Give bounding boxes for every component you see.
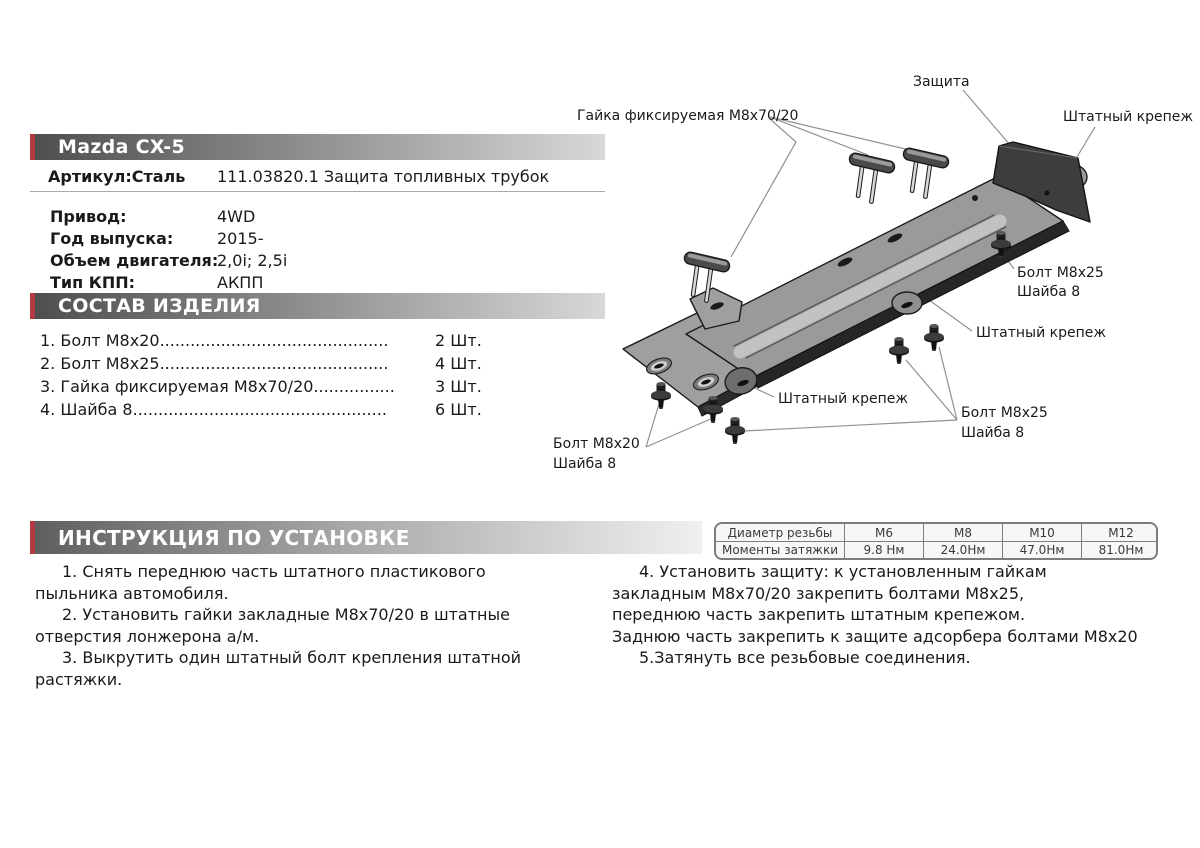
callout-bolt-m8x25: Болт М8х25 <box>1017 265 1104 281</box>
divider <box>30 191 605 192</box>
table-cell: Диаметр резьбы <box>727 525 833 540</box>
article-label: Артикул:Сталь <box>48 167 186 186</box>
mount-tab <box>892 292 922 314</box>
instructions-section-header <box>30 521 702 554</box>
callout-bolt-m8x25: Болт М8х25 <box>961 405 1048 421</box>
fixing-nut-icon <box>848 152 896 204</box>
instruction-line: растяжки. <box>35 669 123 689</box>
table-cell: М8 <box>923 524 1002 541</box>
callout-washer-8: Шайба 8 <box>553 456 617 472</box>
bolt-icon <box>889 337 909 364</box>
instruction-line: 1. Снять переднюю часть штатного пластикового <box>62 562 486 581</box>
spec-value: АКПП <box>217 273 264 292</box>
bolt-icon <box>725 417 745 444</box>
composition-title: СОСТАВ ИЗДЕЛИЯ <box>58 295 261 317</box>
table-cell: 9.8 Нм <box>844 541 923 558</box>
parts-item-qty: 2 Шт. <box>435 331 482 350</box>
spec-value: 4WD <box>217 207 256 226</box>
parts-item-qty: 4 Шт. <box>435 354 482 373</box>
spec-label: Объем двигателя: <box>50 251 219 270</box>
composition-section-header <box>30 293 605 319</box>
table-cell: Моменты затяжки <box>716 541 844 558</box>
article-value: 111.03820.1 Защита топливных трубок <box>217 167 550 186</box>
instruction-line: отверстия лонжерона а/м. <box>35 626 260 646</box>
callout-washer-8: Шайба 8 <box>961 425 1025 441</box>
instruction-line: 5.Затянуть все резьбовые соединения. <box>639 648 971 667</box>
table-cell: М12 <box>1081 524 1158 541</box>
instructions-title: ИНСТРУКЦИЯ ПО УСТАНОВКЕ <box>58 525 410 550</box>
parts-item-qty: 3 Шт. <box>435 377 482 396</box>
callout-washer-8: Шайба 8 <box>1017 284 1081 300</box>
leader-dot <box>1045 191 1050 196</box>
parts-item-qty: 6 Шт. <box>435 400 482 419</box>
spec-value: 2015- <box>217 229 264 248</box>
callout-bolt-m8x20: Болт М8х20 <box>553 436 640 452</box>
spec-label: Год выпуска: <box>50 229 174 248</box>
instruction-line: переднюю часть закрепить штатным крепежом. <box>612 605 1026 624</box>
table-cell: 81.0Нм <box>1081 541 1158 558</box>
spec-label: Привод: <box>50 207 127 226</box>
parts-item-name: 4. Шайба 8.................................................. <box>40 400 387 419</box>
table-cell: 24.0Нм <box>923 541 1002 558</box>
instruction-line: закладным М8х70/20 закрепить болтами М8х25, <box>612 583 1025 603</box>
table-cell: 47.0Нм <box>1002 541 1081 558</box>
bolt-icon <box>924 324 944 351</box>
callout-stock-fastener: Штатный крепеж <box>976 325 1106 341</box>
callout-stock-fastener: Штатный крепеж <box>778 391 908 407</box>
instruction-line: пыльника автомобиля. <box>35 583 229 603</box>
page-title: Mazda CX-5 <box>58 136 185 158</box>
parts-item-name: 1. Болт М8х20............................................. <box>40 331 389 350</box>
instruction-line: 4. Установить защиту: к установленным гайкам <box>639 562 1047 581</box>
brand-bar <box>30 134 605 160</box>
instruction-line: Заднюю часть закрепить к защите адсорбера болтами М8х20 <box>612 626 1138 646</box>
instruction-line: 3. Выкрутить один штатный болт крепления штатной <box>62 648 522 667</box>
spec-label: Тип КПП: <box>50 273 136 292</box>
callout-protection: Защита <box>913 74 970 90</box>
callout-stock-fastener: Штатный крепеж <box>1063 109 1193 125</box>
torque-table <box>714 522 1158 560</box>
parts-item-name: 2. Болт М8х25............................................. <box>40 354 389 373</box>
table-cell: М6 <box>844 524 923 541</box>
table-cell: М10 <box>1002 524 1081 541</box>
callout-fixing-nut: Гайка фиксируемая М8х70/20 <box>577 108 799 124</box>
fixing-nut-icon <box>902 147 950 199</box>
parts-item-name: 3. Гайка фиксируемая М8х70/20................ <box>40 377 395 396</box>
instruction-line: 2. Установить гайки закладные М8х70/20 в штатные <box>62 605 510 624</box>
bolt-icon <box>651 382 671 409</box>
spec-value: 2,0i; 2,5i <box>217 251 288 270</box>
exploded-view-diagram <box>540 25 1200 485</box>
